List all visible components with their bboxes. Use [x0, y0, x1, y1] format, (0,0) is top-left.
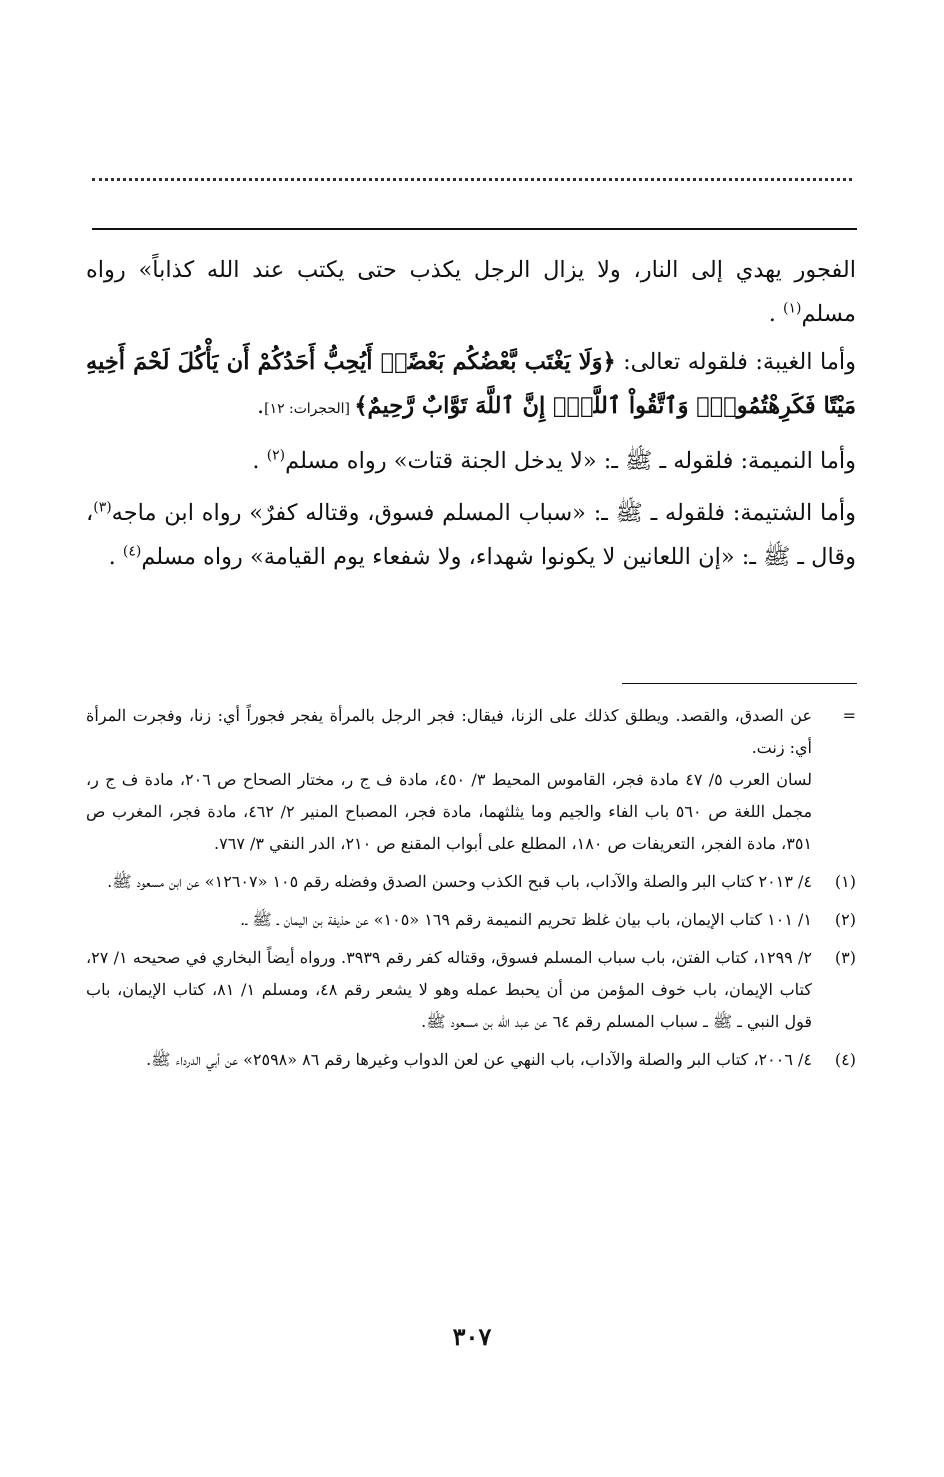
footnote-ref-2[interactable]: (٢) — [266, 447, 286, 464]
paragraph-hadith-continuation: الفجور يهدي إلى النار، ولا يزال الرجل يكذب حتى يكتب عند الله كذاباً» رواه مسلم$^{(١)}$ . — [86, 257, 856, 327]
paragraph-namima: وأما النميمة: فلقوله ـ ﷺ ـ: «لا يدخل الجنة قتات» رواه مسلم$^{(٢)}$ . — [252, 447, 856, 474]
footnote-1 — [86, 866, 856, 898]
footnote-3 — [86, 942, 856, 1038]
footnote-text: ٤/ ٢٠١٣ كتاب البر والصلة والآداب، باب قبح الكذب وحسن الصدق وفضله رقم ١٠٥ «١٢٦٠٧» عن ابن مسعود ﷺ. — [107, 872, 812, 891]
footnote-number: (٣) — [834, 948, 856, 967]
footnote-continued — [86, 700, 856, 860]
footnote-rule — [622, 683, 857, 684]
footnote-ref-3[interactable]: (٣) — [93, 499, 112, 516]
footnote-text: ٤/ ٢٠٠٦، كتاب البر والصلة والآداب، باب النهي عن لعن الدواب وغيرها رقم ٨٦ «٢٥٩٨» عن أبي الدرداء ﷺ. — [146, 1050, 812, 1069]
footnote-line: لسان العرب ٥/ ٤٧ مادة فجر، القاموس المحيط ٣/ ٤٥٠، مادة ف ج ر، مختار الصحاح ص ٢٠٦، مادة ف ج ر، مجمل اللغة ص ٥٦٠ باب الفاء والجيم وما يثلثهما، مادة فجر، المصباح المنير ٢/ ٤٦٢، مادة فجر، المغرب ص ٣٥١، مادة الفجر، التعريفات ص ١٨٠، المطلع على أبواب المقنع ص ٢١٠، الدر النقي ٣/ ٧٦٧. — [86, 770, 813, 853]
main-text — [86, 248, 856, 587]
footnote-marker: = — [842, 706, 856, 725]
footnote-2 — [86, 904, 856, 936]
footnote-4 — [86, 1044, 856, 1076]
page-number: ٣٠٧ — [452, 1322, 492, 1351]
paragraph-shatima: وأما الشتيمة: فلقوله ـ ﷺ ـ: «سباب المسلم فسوق، وقتاله كفرٌ» رواه ابن ماجه$^{(٣)}$، وقال ـ ﷺ ـ: «إن اللعانين لا يكونوا شهداء، ولا شفعاء يوم القيامة» رواه مسلم$^{(٤)}$ . — [86, 499, 856, 570]
footnote-number: (٢) — [834, 910, 856, 929]
top-rule — [92, 228, 857, 230]
paragraph-ghiba: وأما الغيبة: فلقوله تعالى: ﴿وَلَا يَغْتَب بَّعْضُكُم بَعْضًاۚ أَيُحِبُّ أَحَدُكُمْ أَن يَأْكُلَ لَحْمَ أَخِيهِ مَيْتًا فَكَرِهْتُمُوهُۚ وَٱتَّقُواْ ٱللَّهَۚ إِنَّ ٱللَّهَ تَوَّابٌ رَّحِيمٌ﴾ [الحجرات: ١٢]. — [86, 349, 856, 419]
quran-verse: ﴿وَلَا يَغْتَب بَّعْضُكُم بَعْضًاۚ أَيُحِبُّ أَحَدُكُمْ أَن يَأْكُلَ لَحْمَ أَخِيهِ مَيْتًا فَكَرِهْتُمُوهُۚ وَٱتَّقُواْ ٱللَّهَۚ إِنَّ ٱللَّهَ تَوَّابٌ رَّحِيمٌ﴾ — [86, 349, 856, 419]
footnote-number: (١) — [834, 872, 856, 891]
verse-source: [الحجرات: ١٢] — [264, 401, 355, 417]
footnotes — [86, 700, 856, 1082]
footnote-ref-4[interactable]: (٤) — [122, 543, 142, 560]
footnote-text: ١/ ١٠١ كتاب الإيمان، باب بيان غلظ تحريم النميمة رقم ١٦٩ «١٠٥» عن حذيفة بن اليمان ـ ﷺ ـ. — [240, 910, 812, 929]
dotted-separator — [92, 178, 852, 181]
footnote-ref-1[interactable]: (١) — [783, 300, 802, 317]
footnote-line: عن الصدق، والقصد. ويطلق كذلك على الزنا، فيقال: فجر الرجل بالمرأة يفجر فجوراً أي: زنا، وفجرت المرأة أي: زنت. — [86, 706, 812, 757]
footnote-text: ٢/ ١٢٩٩، كتاب الفتن، باب سباب المسلم فسوق، وقتاله كفر رقم ٣٩٣٩. ورواه أيضاً البخاري في صحيحه ١/ ٢٧، كتاب الإيمان، باب خوف المؤمن من أن يحبط عمله وهو لا يشعر رقم ٤٨، ومسلم ١/ ٨١، كتاب الإيمان، باب قول النبي ـ ﷺ ـ سباب المسلم رقم ٦٤ عن عبد الله بن مسعود ﷺ. — [86, 948, 813, 1031]
footnote-number: (٤) — [834, 1050, 856, 1069]
